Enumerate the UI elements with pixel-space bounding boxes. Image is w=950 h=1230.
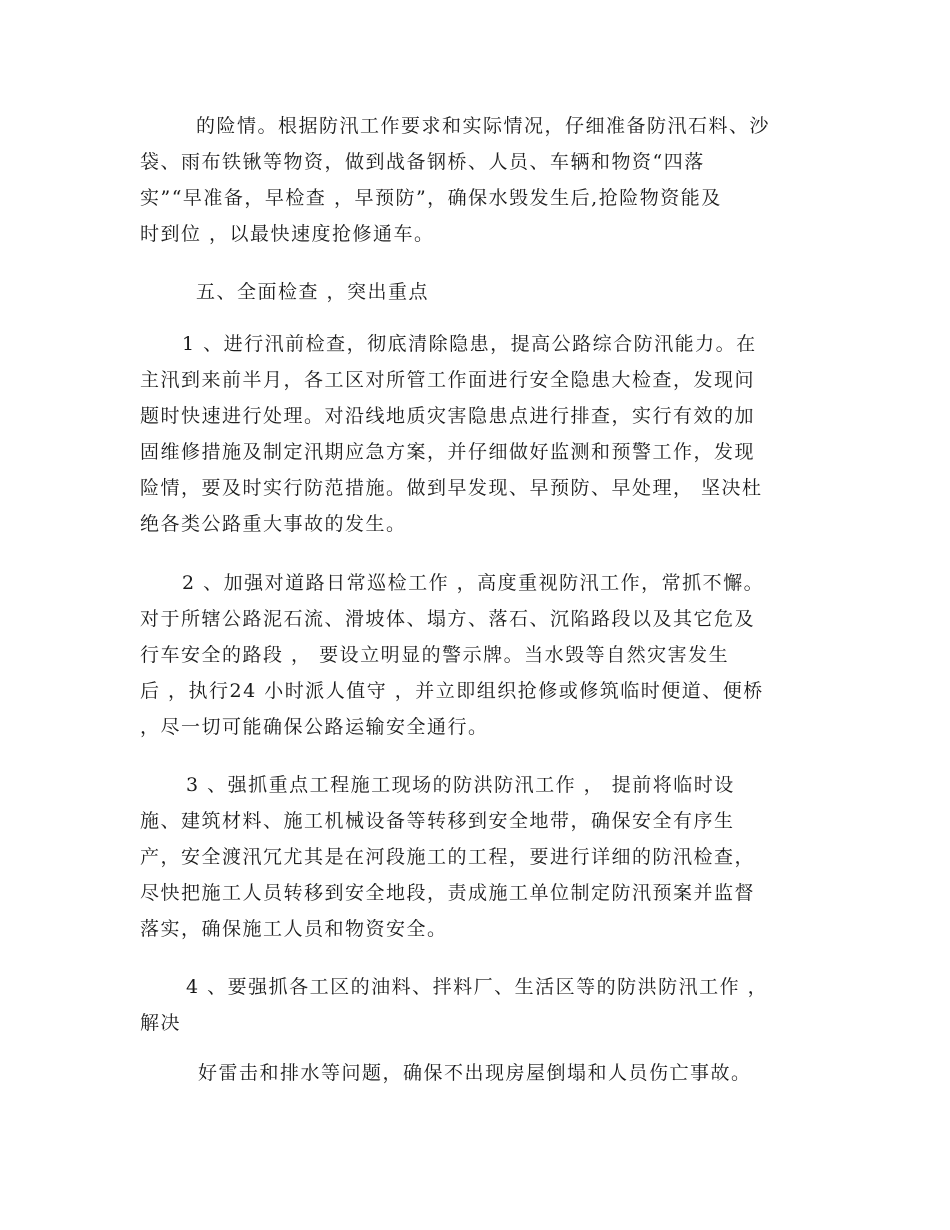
text-line: 产，安全渡汛冗尤其是在河段施工的工程，要进行详细的防汛检查，: [140, 846, 756, 868]
text-line: 实”“早准备，早检查 ，早预防”，确保水毁发生后,抢险物资能及: [140, 187, 722, 209]
text-line: 2 、加强对道路日常巡检工作 ，高度重视防汛工作，常抓不懈。: [182, 572, 765, 594]
text-line: 3 、强抓重点工程施工现场的防洪防汛工作 ， 提前将临时设: [186, 774, 735, 796]
text-line: 落实，确保施工人员和物资安全。: [140, 918, 448, 940]
paragraph-item-4: [140, 969, 820, 1041]
text-line: 的险情。根据防汛工作要求和实际情况，仔细准备防汛石料、沙: [196, 115, 771, 137]
section-heading: 五、全面检查 ，突出重点: [196, 281, 430, 303]
paragraph-item-2: [140, 565, 820, 745]
text-line: 绝各类公路重大事故的发生。: [140, 513, 407, 535]
text-line: 好雷击和排水等问题，确保不出现房屋倒塌和人员伤亡事故。: [198, 1062, 752, 1084]
paragraph-item-3: [140, 767, 820, 947]
text-line: 对于所辖公路泥石流、滑坡体、塌方、落石、沉陷路段以及其它危及: [140, 608, 756, 630]
text-line: 解决: [140, 1012, 182, 1034]
text-line: 主汛到来前半月，各工区对所管工作面进行安全隐患大检查，发现问: [140, 369, 756, 391]
text-line: 时到位 ，以最快速度抢修通车。: [140, 223, 435, 245]
text-line: 行车安全的路段 ， 要设立明显的警示牌。当水毁等自然灾害发生: [140, 644, 730, 666]
paragraph-material-preparation: [140, 108, 820, 252]
text-line: 袋、雨布铁锹等物资，做到战备钢桥、人员、车辆和物资“四落: [140, 151, 705, 173]
text-line: 固维修措施及制定汛期应急方案，并仔细做好监测和预警工作，发现: [140, 441, 756, 463]
section-heading-five: [140, 274, 820, 310]
text-line: 后 ，执行24 小时派人值守 ，并立即组织抢修或修筑临时便道、便桥: [140, 680, 764, 702]
text-line: 1 、进行汛前检查，彻底清除隐患，提高公路综合防汛能力。在: [182, 333, 757, 355]
text-line: 4 、要强抓各工区的油料、拌料厂、生活区等的防洪防汛工作 ，: [186, 976, 769, 998]
text-line: ，尽一切可能确保公路运输安全通行。: [140, 716, 489, 738]
text-line: 施、建筑材料、施工机械设备等转移到安全地带，确保安全有序生: [140, 810, 735, 832]
text-line: 题时快速进行处理。对沿线地质灾害隐患点进行排查，实行有效的加: [140, 405, 756, 427]
text-line: 尽快把施工人员转移到安全地段，责成施工单位制定防汛预案并监督: [140, 882, 756, 904]
text-line: 险情，要及时实行防范措施。做到早发现、早预防、早处理， 坚决杜: [140, 477, 763, 499]
paragraph-continuation: [140, 1055, 820, 1091]
paragraph-item-1: [140, 326, 820, 542]
